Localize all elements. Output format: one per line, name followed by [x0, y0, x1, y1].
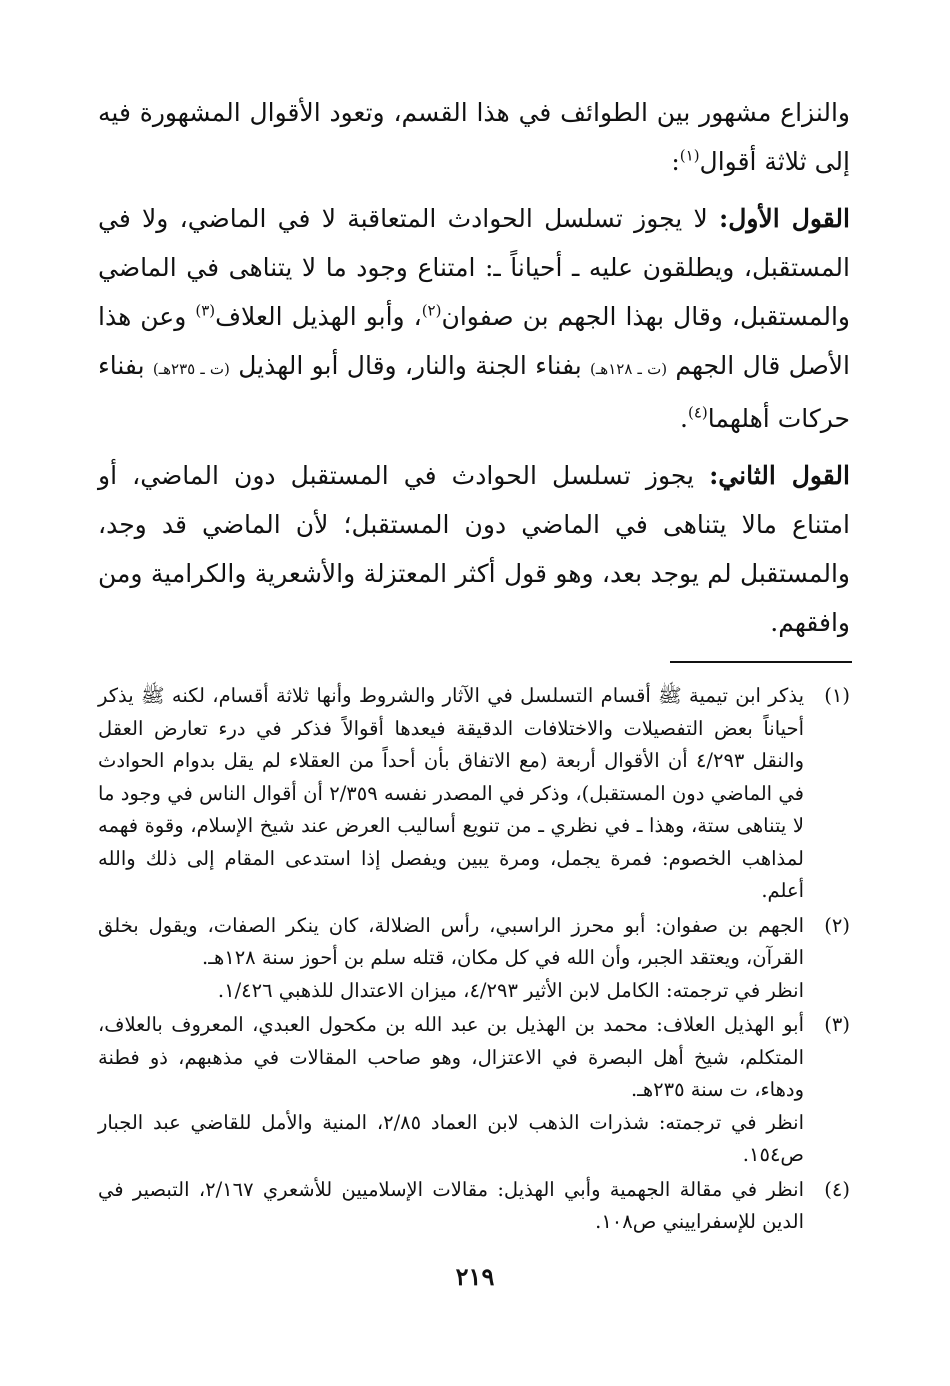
intro-text: والنزاع مشهور بين الطوائف في هذا القسم، وتعود الأقوال المشهورة فيه إلى ثلاثة أقوال — [98, 98, 850, 176]
footnote-line: انظر في ترجمته: شذرات الذهب لابن العماد ٢/٨٥، المنية والأمل للقاضي عبد الجبار ص١٥٤. — [98, 1110, 804, 1166]
death-date-abu-hudhayl: (ت ـ ٢٣٥هـ) — [152, 360, 230, 378]
footnote-number: (١) — [824, 684, 850, 707]
footnote-body — [98, 680, 804, 908]
page-number: ٢١٩ — [455, 1262, 495, 1291]
footnote-line: أبو الهذيل العلاف: محمد بن الهذيل بن عبد الله بن مكحول العبدي، المعروف بالعلاف، المتكلم، شيخ أهل البصرة في الاعتزال، وهو صاحب المقالات في مذهبهم، ذو فطنة ودهاء، ت سنة ٢٣٥هـ. — [98, 1013, 804, 1101]
footnote-number: (٤) — [824, 1177, 850, 1201]
footnote-ref-4[interactable]: (٤) — [687, 403, 708, 422]
footnote-ref-1[interactable]: (١) — [679, 146, 700, 165]
first-opinion-text-c: وعن هذا الأصل قال الجهم — [98, 302, 850, 380]
footnote-body — [98, 1174, 804, 1239]
footnote-body — [98, 1009, 804, 1172]
footnote-line: انظر في ترجمته: الكامل لابن الأثير ٤/٢٩٣، ميزان الاعتدال للذهبي ١/٤٢٦. — [217, 978, 804, 1002]
intro-paragraph — [98, 88, 850, 186]
first-opinion-tail: . — [680, 404, 688, 433]
second-opinion-text: يجوز تسلسل الحوادث في المستقبل دون الماضي، أو امتناع مالا يتناهى في الماضي دون المستقبل؛ لأن الماضي قد وجد، والمستقبل لم يوجد بعد، وهو قول أكثر المعتزلة والأشعرية والكرامية ومن وافقهم. — [98, 461, 851, 637]
first-opinion-heading: القول الأول: — [719, 204, 850, 233]
footnote-number: (٢) — [824, 913, 850, 937]
main-text — [98, 88, 850, 647]
first-opinion-paragraph — [98, 194, 850, 443]
first-opinion-text-e: بفناء حركات أهلهما — [98, 351, 850, 433]
footnote-line: الجهم بن صفوان: أبو محرز الراسبي، رأس الضلالة، كان ينكر الصفات، ويقول بخلق القرآن، ويعتقد الجبر، وأن الله في كل مكان، قتله سلم بن أحوز سنة ١٢٨هـ. — [98, 913, 804, 969]
first-opinion-text-b: ، وأبو الهذيل العلاف — [215, 302, 422, 331]
footnote-ref-3[interactable]: (٣) — [195, 301, 216, 320]
footnote-line: يذكر ابن تيمية ﷺ أقسام التسلسل في الآثار والشروط وأنها ثلاثة أقسام، لكنه ﷺ يذكر أحياناً بعض التفصيلات والاختلافات الدقيقة فيعدها أقوالاً فذكر في درء تعارض العقل والنقل ٤/٢٩٣ أن الأقوال أربعة (مع الاتفاق بأن أحداً من العقلاء لم يقل بدوام الحوادث في الماضي دون المستقبل)، وذكر في المصدر نفسه ٢/٣٥٩ أن أقوال الناس في وجود ما لا يتناهى ستة، وهذا ـ في نظري ـ من تنويع أساليب العرض عند شيخ الإسلام، وقوة فهمه لمذاهب الخصوم: فمرة يجمل، ومرة يبين ويفصل إذا استدعى المقام إلى ذلك والله أعلم. — [98, 684, 804, 902]
footnote-separator — [670, 661, 852, 663]
death-date-jahm: (ت ـ ١٢٨هـ) — [590, 360, 668, 378]
footnotes — [98, 680, 850, 1241]
second-opinion-heading: القول الثاني: — [709, 461, 850, 490]
first-opinion-text-a: لا يجوز تسلسل الحوادث المتعاقبة لا في الماضي، ولا في المستقبل، ويطلقون عليه ـ أحياناً ـ: امتناع وجود ما لا يتناهى في الماضي والمستقبل، وقال بهذا الجهم بن صفوان — [98, 204, 850, 331]
first-opinion-text-d: بفناء الجنة والنار، وقال أبو الهذيل — [229, 351, 591, 380]
footnote-line: انظر في مقالة الجهمية وأبي الهذيل: مقالات الإسلاميين للأشعري ٢/١٦٧، التبصير في الدين للإسفراييني ص١٠٨. — [98, 1177, 804, 1233]
footnote-number: (٣) — [824, 1013, 850, 1036]
footnote-3 — [98, 1009, 850, 1172]
footnote-body — [98, 910, 804, 1008]
footnote-1 — [98, 680, 850, 908]
footnote-4 — [98, 1174, 850, 1239]
footnote-2 — [98, 910, 850, 1008]
intro-tail: : — [671, 147, 680, 176]
second-opinion-paragraph — [98, 451, 850, 647]
footnote-ref-2[interactable]: (٢) — [421, 301, 442, 320]
